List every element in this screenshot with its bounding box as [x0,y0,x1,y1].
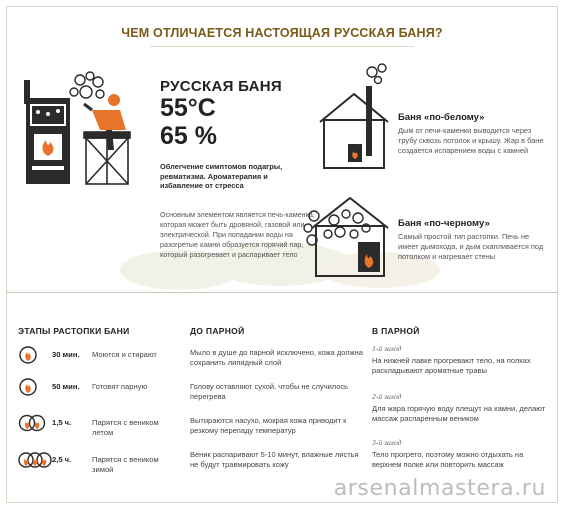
white-banya-house-icon [318,60,396,176]
before-item: Вытираются насухо, мокрая кожа приводит к резкому перепаду температур [190,416,347,436]
in-steam-label: 2-й заход [372,392,402,401]
title-rule [150,46,414,47]
before-item: Голову оставляют сухой, чтобы не случилось перегрева [190,382,349,402]
steam-icon [70,72,104,98]
in-steam-label: 3-й заход [372,438,402,447]
stage-text: Парятся с веником зимой [92,455,159,475]
white-banya-title: Баня «по-белому» [398,112,485,123]
white-banya-desc: Дым от печи-каменки выводится через трубу сквозь потолок и крышу. Жар в бане создается испарением воды с камней [398,126,544,155]
in-steam-text: Для жара горячую воду плещут на камни, делают массаж распаренным веником [372,404,546,424]
stage-time: 50 мин. [52,382,80,391]
page-title: ЧЕМ ОТЛИЧАЕТСЯ НАСТОЯЩАЯ РУССКАЯ БАНЯ? [121,26,443,40]
stove-illustration [22,70,140,192]
humidity-value: 65 % [160,122,217,150]
stove-icon [24,80,70,184]
watermark: arsenalmastera.ru [333,476,546,501]
stage-time: 2,5 ч. [52,455,72,464]
black-banya-title: Баня «по-черному» [398,218,490,229]
in-steam-text: Тело прогрето, поэтому можно отдыхать на верхнем полке или повторить массаж [372,450,524,470]
temperature-value: 55°С [160,94,216,122]
before-item: Веник распаривают 5-10 минут, влажные листья не будут травмировать кожу [190,450,359,470]
banya-title: РУССКАЯ БАНЯ [160,78,282,95]
fire-drop-icon [18,376,42,396]
fire-drop-icon [18,344,42,364]
in-steam-text: На нижней лавке прогревают тело, на полках раскладывают ароматные травы [372,356,531,376]
before-heading: ДО ПАРНОЙ [190,326,245,336]
stove-description: Основным элементом является печь-каменка, которая может быть дровяной, газовой или электрической. При попадании воды на разогретые камни образуется горячий пар, который разогревает и распаривает тело [160,210,315,260]
black-banya-house-icon [300,186,396,282]
stage-time: 1,5 ч. [52,418,72,427]
black-banya-desc: Самый простой тип растопки. Печь не имеет дымохода, и дым скапливается под потолком и нагревает стены [398,232,544,261]
section-divider [6,292,558,293]
before-item: Мыло в душе до парной исключено, кожа должна сохранить липидный слой [190,348,363,368]
in-steam-label: 1-й заход [372,344,402,353]
benefits-text: Облегчение симптомов подагры, ревматизма. Ароматерапия и избавление от стресса [160,162,283,191]
stage-text: Моются и стирают [92,350,157,359]
bench-icon [84,132,130,184]
triple-fire-icon [18,449,52,469]
in-steam-heading: В ПАРНОЙ [372,326,420,336]
stage-text: Парятся с веником летом [92,418,159,438]
stages-heading: ЭТАПЫ РАСТОПКИ БАНИ [18,326,130,336]
double-fire-icon [18,412,48,432]
stage-text: Готовят парную [92,382,148,391]
stage-time: 30 мин. [52,350,80,359]
